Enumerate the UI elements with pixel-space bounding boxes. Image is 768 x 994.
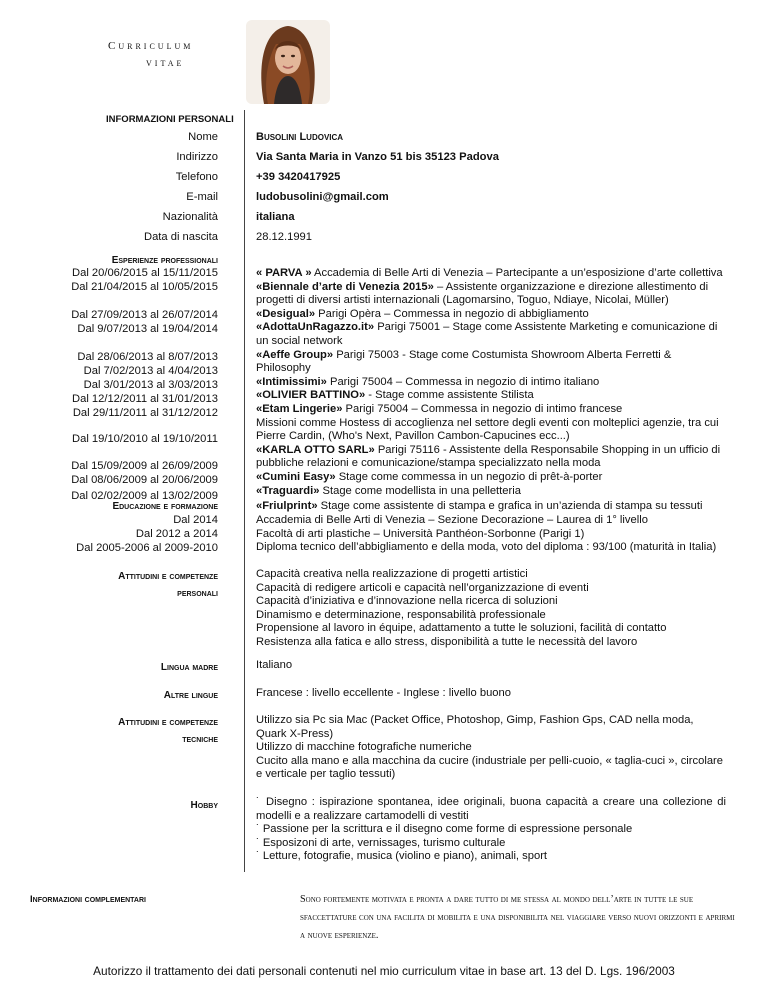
exp-date: Dal 28/06/2013 al 8/07/2013 xyxy=(77,351,218,363)
exp-description: Parigi 75004 – Commessa in negozio di intimo italiano xyxy=(326,375,600,388)
exp-item xyxy=(256,349,726,376)
value-birthdate: 28.12.1991 xyxy=(256,231,312,243)
exp-date: Dal 02/02/2009 al 13/02/2009 xyxy=(71,490,218,502)
bullet-icon: ˙ xyxy=(256,796,267,808)
exp-description: Stage come commessa in un negozio di prêt-à-porter xyxy=(335,470,603,483)
edu-item: Accademia di Belle Arti di Venezia – Sezione Decorazione – Laurea di 1° livello xyxy=(256,514,648,526)
exp-item xyxy=(256,485,726,499)
cv-title-line1: Curriculum xyxy=(108,40,194,52)
exp-item xyxy=(256,376,726,390)
exp-description: Parigi Opèra – Commessa in negozio di abbigliamento xyxy=(315,307,589,320)
exp-employer: «Friulprint» xyxy=(256,500,318,513)
exp-employer: «Traguardi» xyxy=(256,484,320,497)
label-nationality: Nazionalità xyxy=(162,211,218,223)
skill-item: Capacità di redigere articoli e capacità nell’organizzazione di eventi xyxy=(256,581,589,594)
edu-date: Dal 2005-2006 al 2009-2010 xyxy=(76,542,218,554)
skills-heading-line1: Attitudini e competenze xyxy=(118,571,218,582)
cv-title xyxy=(108,38,193,72)
exp-description: Missioni comme Hostess di accoglienza nel settore degli eventi con molteplici agenzie, tra cui Pierre Cardin, (Who's Next, Pavillon Cambon-Capucines ecc...) xyxy=(256,416,719,443)
cv-title-line2: vitae xyxy=(146,57,185,69)
hobby-item: ˙ Letture, fotografie, musica (violino e piano), animali, sport xyxy=(256,850,548,863)
hobby-item: ˙ Passione per la scrittura e il disegno come forme di espressione personale xyxy=(256,823,633,836)
exp-description: Parigi 75003 - Stage come Costumista Showroom Alberta Ferretti & Philosophy xyxy=(256,348,672,375)
section-heading-mother-tongue: Lingua madre xyxy=(160,662,218,673)
skills-list xyxy=(256,568,726,650)
tech-skill-item: Utilizzo sia Pc sia Mac (Packet Office, Photoshop, Gimp, Fashion Gps, CAD nella moda, Quark X-Press) xyxy=(256,714,694,740)
label-address: Indirizzo xyxy=(176,151,218,163)
section-heading-skills xyxy=(118,568,218,602)
exp-date: Dal 29/11/2011 al 31/12/2012 xyxy=(72,407,218,419)
section-heading-personal: INFORMAZIONI PERSONALI xyxy=(106,114,234,125)
exp-employer: «OLIVIER BATTINO» xyxy=(256,389,366,402)
privacy-footer: Autorizzo il trattamento dei dati personali contenuti nel mio curriculum vitae in base art. 13 del D. Lgs. 196/2003 xyxy=(93,964,675,978)
exp-item xyxy=(256,389,726,403)
exp-date: Dal 08/06/2009 al 20/06/2009 xyxy=(71,474,218,486)
edu-date: Dal 2012 a 2014 xyxy=(135,528,218,540)
exp-employer: «Desigual» xyxy=(256,307,316,320)
hobby-item: ˙ Esposizoni di arte, vernissages, turismo culturale xyxy=(256,836,506,849)
exp-description: Accademia di Belle Arti di Venezia – Partecipante a un’esposizione d’arte collettiva xyxy=(311,267,723,279)
hobby-item: ˙ Disegno : ispirazione spontanea, idee originali, buona capacità a creare una collezione di modelli e a realizzare cartamodelli di vestiti xyxy=(256,796,726,822)
exp-description: Stage come modellista in una pelletteria xyxy=(319,484,521,497)
exp-date: Dal 9/07/2013 al 19/04/2014 xyxy=(77,323,218,335)
exp-date: Dal 7/02/2013 al 4/04/2013 xyxy=(83,365,218,377)
section-heading-complementary: Informazioni complementari xyxy=(30,894,146,905)
tech-heading-line2: tecniche xyxy=(182,734,218,745)
label-birthdate: Data di nascita xyxy=(143,231,218,243)
exp-date: Dal 19/10/2010 al 19/10/2011 xyxy=(72,433,218,445)
column-divider xyxy=(244,110,245,872)
exp-employer: «Etam Lingerie» xyxy=(256,402,343,415)
exp-employer: « PARVA » xyxy=(256,267,312,279)
label-email: E-mail xyxy=(186,191,218,203)
exp-employer: «AdottaUnRagazzo.it» xyxy=(256,321,375,334)
label-name: Nome xyxy=(188,131,218,143)
edu-item: Facoltà di arti plastiche – Università Panthéon-Sorbonne (Parigi 1) xyxy=(256,527,585,540)
exp-description: – Assistente organizzazione e direzione allestimento di progetti di diversi artisti internazionali (Lagomarsino, Toguo, Ndiaye, Nicolai, Müller) xyxy=(256,280,709,307)
exp-item xyxy=(256,281,726,308)
exp-date: Dal 21/04/2015 al 10/05/2015 xyxy=(71,281,218,293)
tech-skills-list xyxy=(256,714,726,782)
edu-item: Diploma tecnico dell’abbigliamento e della moda, voto del diploma : 93/100 (maturità in Italia) xyxy=(256,541,717,554)
skill-item: Capacità creativa nella realizzazione di progetti artistici xyxy=(256,568,528,580)
section-heading-other-languages: Altre lingue xyxy=(163,690,218,701)
bullet-icon: ˙ xyxy=(256,836,263,849)
exp-employer: «KARLA OTTO SARL» xyxy=(256,443,375,456)
mother-tongue-value: Italiano xyxy=(256,659,293,671)
exp-employer: «Aeffe Group» xyxy=(256,348,334,361)
skill-item: Propensione al lavoro in équipe, adattamento a tutte le soluzioni, facilità di contatto xyxy=(256,622,667,635)
value-email: ludobusolini@gmail.com xyxy=(256,191,389,203)
exp-item xyxy=(256,471,726,485)
exp-description: Stage come assistente di stampa e grafica in un’azienda di stampa su tessuti xyxy=(317,500,703,513)
exp-employer: «Intimissimi» xyxy=(256,375,327,388)
exp-item xyxy=(256,403,726,417)
label-phone: Telefono xyxy=(175,171,218,183)
exp-date: Dal 3/01/2013 al 3/03/2013 xyxy=(83,379,218,391)
skill-item: Dinamismo e determinazione, responsabilità professionale xyxy=(256,608,546,621)
exp-description: Parigi 75116 - Assistente della Responsabile Shopping in un ufficio di pubbliche relazioni e comunicazione/stampa specializzato nella moda xyxy=(256,443,721,470)
exp-date: Dal 27/09/2013 al 26/07/2014 xyxy=(71,309,218,321)
exp-date: Dal 20/06/2015 al 15/11/2015 xyxy=(72,267,218,279)
exp-description: Parigi 75001 – Stage come Assistente Marketing e comunicazione di un social network xyxy=(256,321,718,347)
exp-item xyxy=(256,417,726,444)
section-heading-education: Educazione e formazione xyxy=(112,501,218,512)
bullet-icon: ˙ xyxy=(256,823,263,836)
hobby-list xyxy=(256,796,726,864)
tech-skill-item: Cucito alla mano e alla macchina da cucire (industriale per pelli-cuoio, « taglia-cuci », circolare e verticale per taglio tessuti) xyxy=(256,754,723,781)
value-address: Via Santa Maria in Vanzo 51 bis 35123 Padova xyxy=(256,151,499,163)
value-phone: +39 3420417925 xyxy=(256,171,341,183)
exp-item xyxy=(256,267,726,281)
bullet-icon: ˙ xyxy=(256,850,263,863)
exp-description: - Stage comme assistente Stilista xyxy=(365,389,534,402)
tech-skill-item: Utilizzo di macchine fotografiche numeriche xyxy=(256,741,472,754)
section-heading-tech-skills xyxy=(118,714,218,748)
tech-heading-line1: Attitudini e competenze xyxy=(118,717,218,728)
experience-list xyxy=(256,267,726,514)
skill-item: Capacità d’iniziativa e d’innovazione nella ricerca di soluzioni xyxy=(256,595,558,608)
section-heading-hobby: Hobby xyxy=(190,800,218,811)
edu-date: Dal 2014 xyxy=(173,514,218,526)
value-name: Busolini Ludovica xyxy=(256,131,344,143)
value-nationality: italiana xyxy=(256,211,295,223)
other-languages-value: Francese : livello eccellente - Inglese : livello buono xyxy=(256,687,511,699)
exp-employer: «Cumini Easy» xyxy=(256,470,336,483)
skill-item: Resistenza alla fatica e allo stress, disponibilità a tutte le necessità del lavoro xyxy=(256,635,638,648)
exp-date: Dal 15/09/2009 al 26/09/2009 xyxy=(71,460,218,472)
exp-item xyxy=(256,500,726,514)
exp-description: Parigi 75004 – Commessa in negozio di intimo francese xyxy=(342,402,623,415)
exp-date: Dal 12/12/2011 al 31/01/2013 xyxy=(72,393,218,405)
skills-heading-line2: personali xyxy=(177,588,218,599)
complementary-text: Sono fortemente motivata e pronta a dare tutto di me stessa al mondo dell’arte in tutte le sue sfaccettature con una facilita di mobilita e una disponibilita nel viaggiare verso nuovi orizzonti e aprirmi a nuove esperienze. xyxy=(300,894,735,941)
profile-photo xyxy=(246,20,330,104)
section-heading-experience: Esperienze professionali xyxy=(111,255,218,266)
exp-item xyxy=(256,321,726,348)
exp-employer: «Biennale d’arte di Venezia 2015» xyxy=(256,280,434,293)
exp-item xyxy=(256,308,726,322)
exp-item xyxy=(256,444,726,471)
education-list xyxy=(256,514,726,555)
